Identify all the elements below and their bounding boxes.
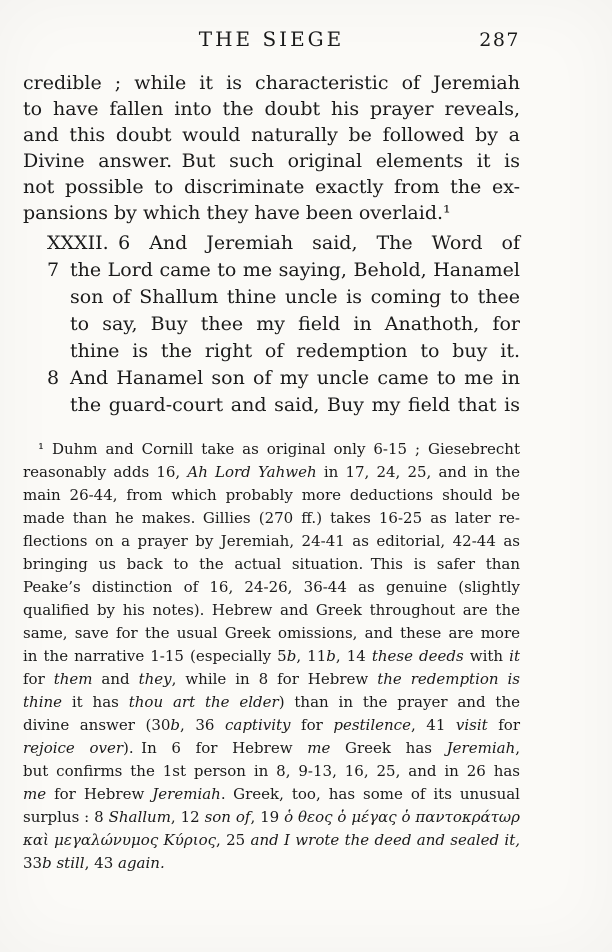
emphasis-run: b — [286, 647, 297, 665]
emphasis-run: Ah Lord Yahweh — [187, 463, 317, 481]
text-run: ¹ Duhm and Cornill take as original only 6-15 ; Giesebrecht — [38, 440, 520, 458]
text-run: , 12 — [170, 808, 205, 826]
emphasis-run: me — [307, 739, 331, 757]
text-run: same, save for the usual Greek omissions, and these are more — [23, 624, 520, 642]
emphasis-run: Shallum — [108, 808, 171, 826]
text-run: for — [290, 716, 334, 734]
text-line — [23, 806, 520, 829]
verse-number: 8 — [47, 367, 60, 389]
text-line — [23, 311, 520, 338]
emphasis-run: thine — [23, 693, 63, 711]
text-run: to say, Buy thee my field in Anathoth, for — [70, 313, 520, 335]
text-run: , — [515, 739, 521, 757]
text-line — [23, 484, 520, 507]
emphasis-run: rejoice over — [23, 739, 124, 757]
text-run: Peake’s distinction of 16, 24-26, 36-44 as genuine (slightly — [23, 578, 520, 596]
text-run: for Hebrew — [46, 785, 153, 803]
text-run: with — [463, 647, 510, 665]
emphasis-run: the redemption is — [377, 670, 520, 688]
emphasis-run: these deeds — [371, 647, 464, 665]
emphasis-run: Jeremiah — [446, 739, 516, 757]
emphasis-run: visit — [455, 716, 488, 734]
text-run: Greek has — [330, 739, 447, 757]
text-run: qualified by his notes). Hebrew and Greek throughout are the — [23, 601, 520, 619]
emphasis-run: me — [23, 785, 47, 803]
text-run: And Hanamel son of my uncle came to me in — [70, 367, 520, 389]
footnote — [23, 438, 520, 875]
running-title: THE SIEGE — [198, 27, 345, 51]
text-run: flections on a prayer by Jeremiah, 24-41 as editorial, 42-44 as — [23, 532, 520, 550]
text-run: not possible to discriminate exactly from the ex- — [23, 176, 520, 198]
emphasis-run: them — [53, 670, 93, 688]
emphasis-run: b — [326, 647, 336, 665]
text-line — [23, 852, 520, 875]
text-line — [23, 284, 520, 311]
text-run: the Lord came to me saying, Behold, Hanamel — [70, 259, 520, 281]
text-line — [23, 70, 520, 96]
text-run: thine is the right of redemption to buy it. — [70, 340, 520, 362]
text-line — [23, 691, 520, 714]
text-run: , 25 — [216, 831, 251, 849]
emphasis-run: Jeremiah — [152, 785, 221, 803]
verse-block — [23, 230, 520, 419]
verse-number: 7 — [47, 259, 60, 281]
text-line — [23, 530, 520, 553]
text-line — [23, 365, 520, 392]
text-line — [23, 174, 520, 200]
page-header — [23, 27, 520, 53]
text-run: in 17, 24, 25, and in the — [316, 463, 521, 481]
greek-run: καὶ μεγαλώνυμος Κύριος — [23, 831, 217, 849]
text-run: but confirms the 1st person in 8, 9-13, 16, 25, and in 26 has — [23, 762, 520, 780]
text-line — [23, 438, 520, 461]
text-line — [23, 576, 520, 599]
emphasis-run: b — [42, 854, 52, 872]
text-run: bringing us back to the actual situation. This is safer than — [23, 555, 520, 573]
text-run: the guard-court and said, Buy my field that is — [70, 394, 520, 416]
text-line — [23, 622, 520, 645]
text-line — [23, 829, 520, 852]
text-run: , 14 — [335, 647, 372, 665]
text-run: , 41 — [410, 716, 456, 734]
text-line — [23, 553, 520, 576]
greek-run: ὁ θεος ὁ μέγας ὁ παντοκράτωρ — [284, 808, 520, 826]
text-run: Divine answer. But such original elements it is — [23, 150, 520, 172]
text-line — [23, 507, 520, 530]
text-line — [23, 200, 520, 226]
text-line — [23, 392, 520, 419]
text-run: surplus : 8 — [23, 808, 109, 826]
text-run: , while in 8 for Hebrew — [171, 670, 378, 688]
text-line — [23, 257, 520, 284]
emphasis-run: son of — [204, 808, 251, 826]
text-line — [23, 783, 520, 806]
emphasis-run: still — [56, 854, 85, 872]
emphasis-run: again. — [118, 854, 165, 872]
text-run: main 26-44, from which probably more deductions should be — [23, 486, 520, 504]
text-line — [23, 96, 520, 122]
text-run: 33 — [23, 854, 43, 872]
text-run: son of Shallum thine uncle is coming to thee — [70, 286, 520, 308]
text-line — [23, 461, 520, 484]
emphasis-run: it — [509, 647, 520, 665]
text-run: to have fallen into the doubt his prayer reveals, — [23, 98, 520, 120]
text-line — [23, 645, 520, 668]
emphasis-run: and I wrote the deed and sealed it, — [250, 831, 520, 849]
emphasis-run: they — [138, 670, 172, 688]
text-line — [23, 668, 520, 691]
text-run: ) than in the prayer and the — [278, 693, 520, 711]
text-line — [23, 737, 520, 760]
text-run: and — [92, 670, 139, 688]
text-run: it has — [62, 693, 129, 711]
text-run: reasonably adds 16, — [23, 463, 188, 481]
emphasis-run: pestilence — [333, 716, 411, 734]
text-line — [23, 230, 520, 257]
page-number: 287 — [479, 29, 520, 51]
text-run: , 43 — [84, 854, 119, 872]
text-run: in the narrative 1-15 (especially 5 — [23, 647, 287, 665]
text-run: for — [487, 716, 520, 734]
emphasis-run: captivity — [224, 716, 291, 734]
text-run: divine answer (30 — [23, 716, 171, 734]
text-run: ). In 6 for Hebrew — [123, 739, 308, 757]
text-line — [23, 338, 520, 365]
text-run: pansions by which they have been overlaid.¹ — [23, 202, 451, 224]
text-line — [23, 599, 520, 622]
text-line — [23, 122, 520, 148]
emphasis-run: thou art the elder — [128, 693, 279, 711]
text-line — [23, 714, 520, 737]
text-run: made than he makes. Gillies (270 ff.) takes 16-25 as later re- — [23, 509, 520, 527]
text-run: for — [23, 670, 54, 688]
text-run: , 36 — [180, 716, 225, 734]
text-run: . Greek, too, has some of its unusual — [220, 785, 520, 803]
text-line — [23, 148, 520, 174]
text-run: and this doubt would naturally be followed by a — [23, 124, 520, 146]
emphasis-run: b — [170, 716, 181, 734]
text-line — [23, 760, 520, 783]
text-run: , 11 — [296, 647, 327, 665]
text-run: XXXII. 6 And Jeremiah said, The Word of — [47, 232, 520, 254]
main-paragraph — [23, 70, 520, 226]
text-run: , 19 — [250, 808, 285, 826]
text-run: credible ; while it is characteristic of Jeremiah — [23, 72, 520, 94]
